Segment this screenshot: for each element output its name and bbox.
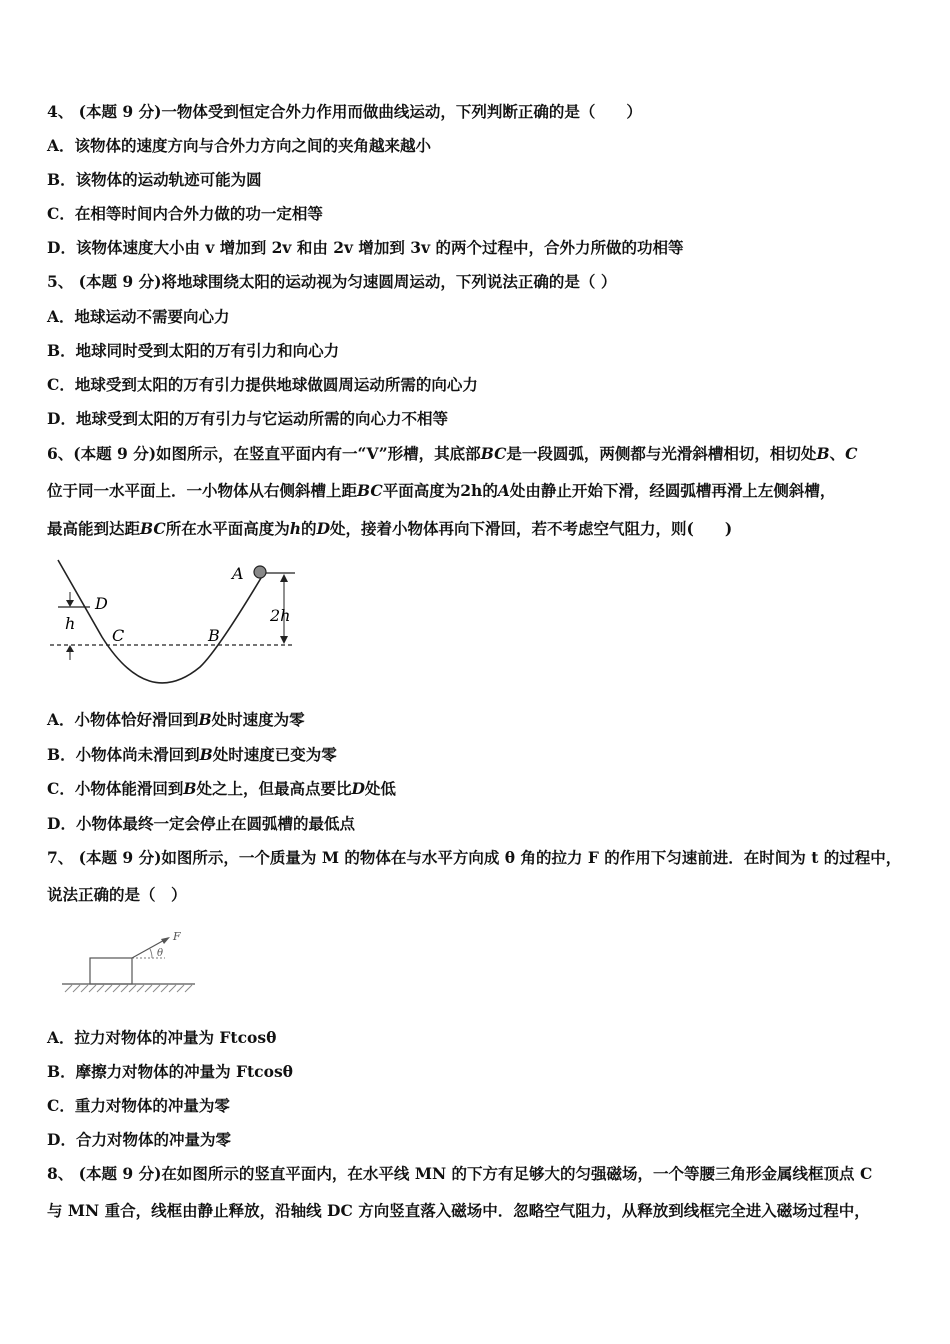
q8-stem-line1: 8、 (本题 9 分)在如图所示的竖直平面内，在水平线 MN 的下方有足够大的匀强磁场，一个等腰三角形金属线框顶点 C	[47, 1164, 873, 1183]
q5-option-d: D．地球受到太阳的万有引力与它运动所需的向心力不相等	[47, 409, 448, 428]
ball-a	[254, 566, 266, 578]
label-c: C	[112, 626, 125, 645]
q6-stem-line3: 最高能到达距BC所在水平面高度为h的D处，接着小物体再向下滑回，若不考虑空气阻力，则( )	[47, 519, 733, 538]
q7-stem-line2: 说法正确的是（ ）	[47, 885, 187, 904]
v-groove-figure	[40, 555, 310, 690]
q7-option-d: D．合力对物体的冲量为零	[47, 1130, 231, 1149]
q5-option-b: B．地球同时受到太阳的万有引力和向心力	[47, 341, 340, 360]
q4-option-c: C．在相等时间内合外力做的功一定相等	[47, 204, 323, 223]
label-2h: 2h	[270, 606, 291, 625]
block	[90, 958, 132, 984]
q7-option-c: C．重力对物体的冲量为零	[47, 1096, 230, 1115]
block-force-figure	[60, 925, 200, 1000]
q8-stem-line2: 与 MN 重合，线框由静止释放，沿轴线 DC 方向竖直落入磁场中．忽略空气阻力，从释放到线框完全进入磁场过程中，	[47, 1201, 870, 1220]
label-theta: θ	[157, 948, 164, 959]
q6-option-d: D．小物体最终一定会停止在圆弧槽的最低点	[47, 814, 355, 833]
q7-stem-line1: 7、 (本题 9 分)如图所示，一个质量为 M 的物体在与水平方向成 θ 角的拉力 F 的作用下匀速前进．在时间为 t 的过程中，	[47, 848, 902, 867]
q6-stem-line1: 6、(本题 9 分)如图所示，在竖直平面内有一“V”形槽，其底部BC是一段圆弧，两侧都与光滑斜槽相切，相切处B、C	[47, 444, 858, 463]
label-d: D	[95, 594, 108, 613]
q5-option-a: A．地球运动不需要向心力	[47, 307, 230, 326]
q6-stem-line2: 位于同一水平面上．一小物体从右侧斜槽上距BC平面高度为2h的A处由静止开始下滑，经圆弧槽再滑上左侧斜槽，	[47, 481, 836, 500]
q4-stem: 4、 (本题 9 分)一物体受到恒定合外力作用而做曲线运动，下列判断正确的是（ ）	[47, 102, 642, 121]
label-h: h	[65, 614, 76, 633]
q4-option-d: D．该物体速度大小由 v 增加到 2v 和由 2v 增加到 3v 的两个过程中，合外力所做的功相等	[47, 238, 684, 257]
q5-option-c: C．地球受到太阳的万有引力提供地球做圆周运动所需的向心力	[47, 375, 478, 394]
label-b: B	[208, 626, 220, 645]
q5-stem: 5、 (本题 9 分)将地球围绕太阳的运动视为匀速圆周运动，下列说法正确的是（ ）	[47, 272, 617, 291]
label-a: A	[232, 564, 244, 583]
q7-option-b: B．摩擦力对物体的冲量为 Ftcosθ	[47, 1062, 294, 1081]
q4-option-b: B．该物体的运动轨迹可能为圆	[47, 170, 262, 189]
q6-option-b: B．小物体尚未滑回到B处时速度已变为零	[47, 745, 337, 764]
q6-option-a: A．小物体恰好滑回到B处时速度为零	[47, 710, 305, 729]
label-f: F	[173, 930, 181, 943]
q6-option-c: C．小物体能滑回到B处之上，但最高点要比D处低	[47, 779, 396, 798]
q7-option-a: A．拉力对物体的冲量为 Ftcosθ	[47, 1028, 277, 1047]
q4-option-a: A．该物体的速度方向与合外力方向之间的夹角越来越小	[47, 136, 432, 155]
